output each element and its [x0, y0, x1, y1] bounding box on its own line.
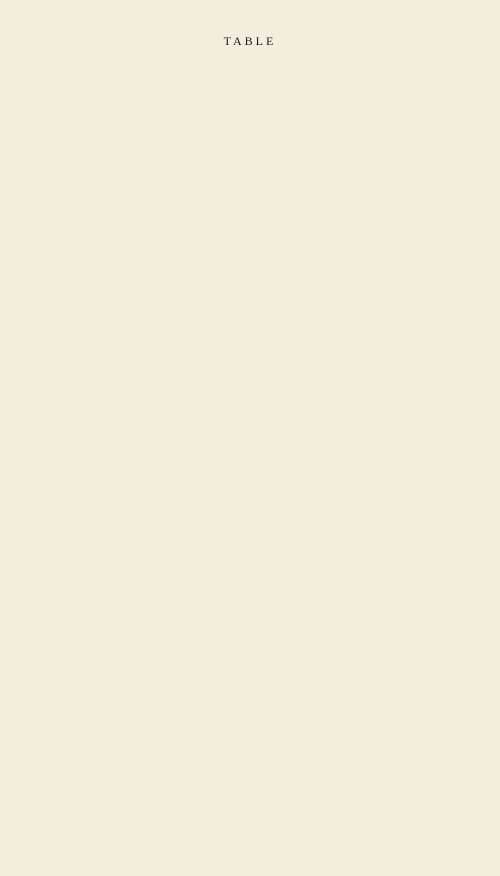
page-header: TABLE: [223, 34, 277, 48]
